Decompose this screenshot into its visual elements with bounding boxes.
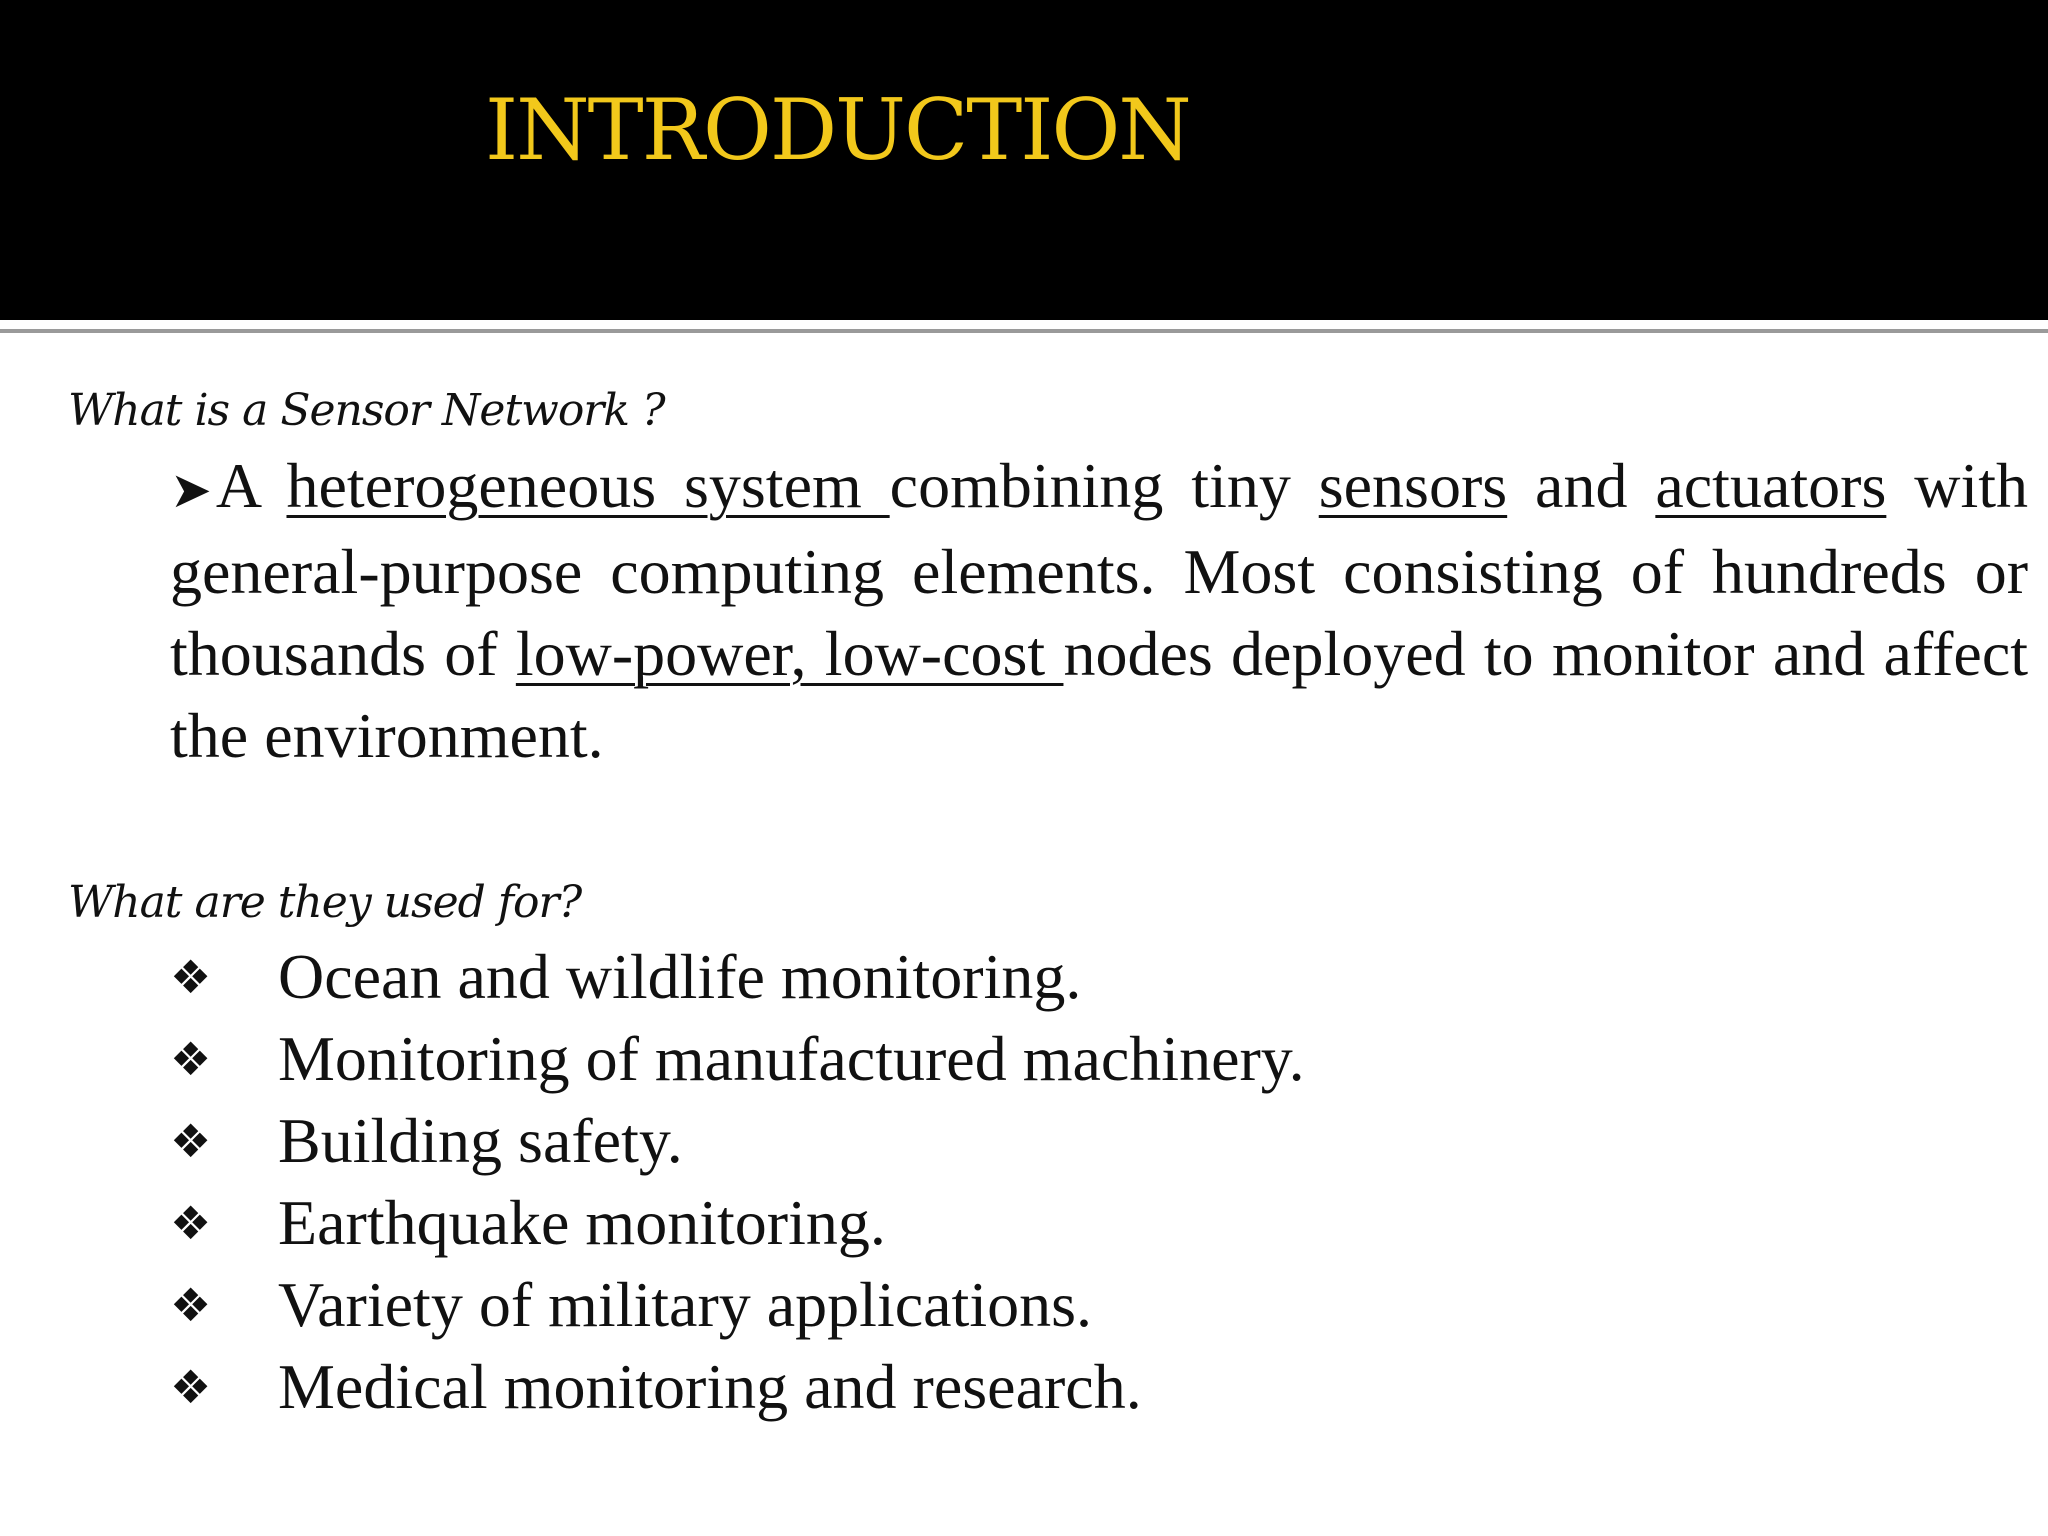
header-divider (0, 329, 2048, 333)
definition-paragraph (170, 445, 2028, 777)
list-item-label: Earthquake monitoring. (278, 1187, 886, 1258)
underlined-term: actuators (1655, 450, 1887, 521)
list-item-label: Variety of military applications. (278, 1269, 1092, 1340)
list-item-label: Medical monitoring and research. (278, 1351, 1142, 1422)
list-item (170, 1346, 1305, 1428)
arrow-bullet-icon: ➤ (170, 461, 212, 519)
list-item (170, 1182, 1305, 1264)
list-item (170, 936, 1305, 1018)
four-diamond-bullet-icon: ❖ (170, 1114, 212, 1168)
definition-text: combining tiny (889, 450, 1319, 521)
four-diamond-bullet-icon: ❖ (170, 1196, 212, 1250)
four-diamond-bullet-icon: ❖ (170, 950, 212, 1004)
four-diamond-bullet-icon: ❖ (170, 1360, 212, 1414)
underlined-term: sensors (1318, 450, 1508, 521)
definition-text: with general-purpose computing elements. Most consisting of hundreds or thousands of (170, 450, 2029, 689)
definition-text: A (215, 450, 287, 521)
definition-text: nodes deployed to monitor and affect the environment. (170, 618, 2029, 771)
question-heading-uses: What are they used for? (68, 877, 582, 928)
question-heading-sensor-network: What is a Sensor Network ? (68, 385, 665, 436)
list-item-label: Ocean and wildlife monitoring. (278, 941, 1082, 1012)
four-diamond-bullet-icon: ❖ (170, 1032, 212, 1086)
list-item (170, 1018, 1305, 1100)
slide-title: INTRODUCTION (485, 81, 1190, 179)
four-diamond-bullet-icon: ❖ (170, 1278, 212, 1332)
header-band (0, 0, 2048, 320)
list-item-label: Building safety. (278, 1105, 683, 1176)
list-item (170, 1100, 1305, 1182)
list-item-label: Monitoring of manufactured machinery. (278, 1023, 1305, 1094)
list-item (170, 1264, 1305, 1346)
definition-text: and (1507, 450, 1656, 521)
uses-list (170, 936, 1305, 1428)
underlined-term: heterogeneous system (286, 450, 890, 521)
underlined-term: low-power, low-cost (515, 618, 1064, 689)
